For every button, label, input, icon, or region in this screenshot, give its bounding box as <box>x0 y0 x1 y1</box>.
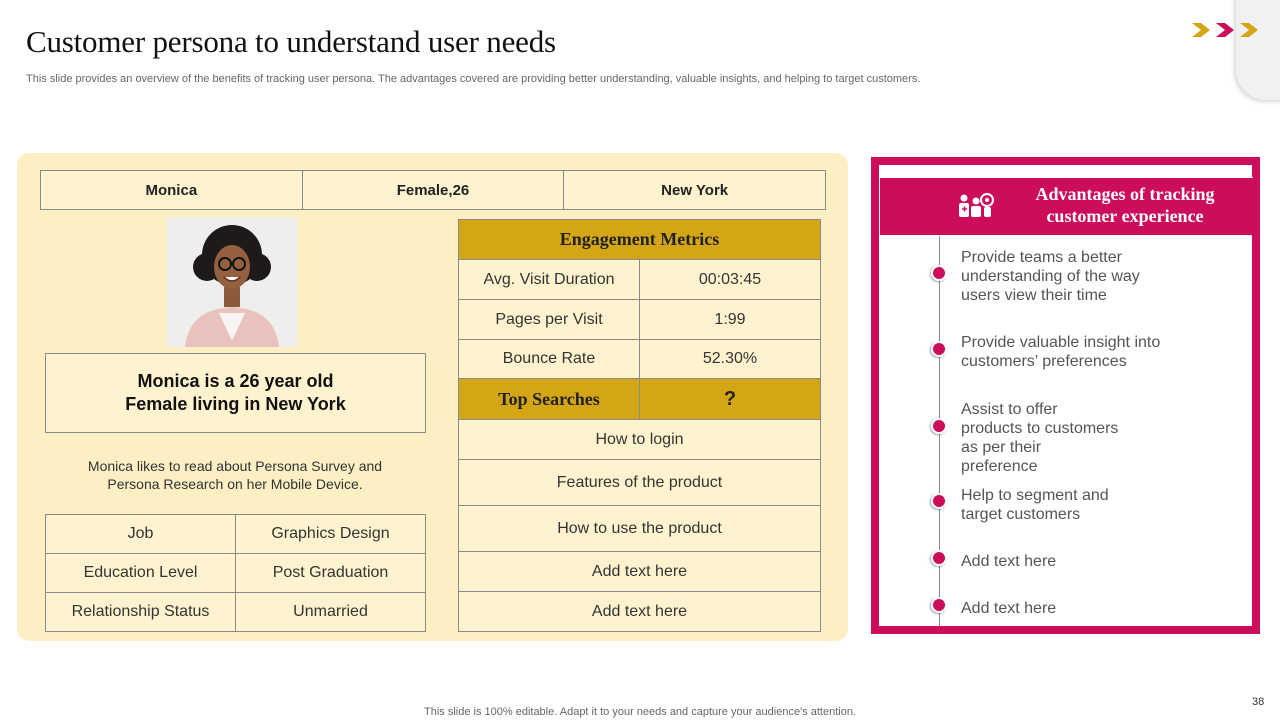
timeline-dot <box>931 493 947 509</box>
persona-name: Monica <box>41 171 303 210</box>
slide-subtitle: This slide provides an overview of the benefits of tracking user persona. The advantages covered are providing better understanding, valuable insights, and helping to target customers. <box>26 73 921 85</box>
detail-label: Education Level <box>46 554 236 593</box>
metric-label: Avg. Visit Duration <box>459 260 640 300</box>
detail-value: Unmarried <box>236 593 426 632</box>
chevrons-icon <box>1192 20 1264 40</box>
footer-note: This slide is 100% editable. Adapt it to your needs and capture your audience's attention. <box>424 706 856 718</box>
header-divider <box>880 177 1253 178</box>
table-row <box>46 593 426 632</box>
table-row <box>459 340 821 379</box>
table-row <box>459 420 821 460</box>
timeline-dot <box>931 418 947 434</box>
detail-value: Graphics Design <box>236 515 426 554</box>
advantage-item: Add text here <box>961 553 1057 570</box>
timeline-dot <box>931 341 947 357</box>
persona-details-table <box>45 514 426 632</box>
table-row <box>459 300 821 340</box>
engagement-header: Engagement Metrics <box>459 220 821 260</box>
persona-gender-age: Female,26 <box>302 171 564 210</box>
search-item: Features of the product <box>459 460 821 506</box>
search-item: How to use the product <box>459 506 821 552</box>
advantages-title: Advantages of tracking customer experience <box>1035 184 1215 226</box>
persona-summary: Monica is a 26 year old Female living in New York <box>125 371 346 414</box>
table-row <box>459 552 821 592</box>
advantage-item: Add text here <box>961 600 1057 617</box>
top-searches-header: Top Searches <box>459 379 640 420</box>
slide-title: Customer persona to understand user needs <box>26 24 556 59</box>
page-number: 38 <box>1252 696 1265 708</box>
metric-value: 52.30% <box>640 340 821 379</box>
search-item: How to login <box>459 420 821 460</box>
timeline-dot <box>931 597 947 613</box>
advantages-header <box>880 177 1253 235</box>
metric-label: Bounce Rate <box>459 340 640 379</box>
persona-description: Monica likes to read about Persona Survey and Persona Research on her Mobile Device. <box>87 458 383 492</box>
advantage-item: Provide valuable insight into customers’ preferences <box>961 334 1161 370</box>
table-row <box>459 460 821 506</box>
persona-info-table <box>40 170 826 210</box>
table-row <box>459 379 821 420</box>
engagement-metrics-table <box>458 219 821 632</box>
metric-value: 1:99 <box>640 300 821 340</box>
table-row <box>46 554 426 593</box>
advantage-item: Assist to offer products to customers as per their preference <box>961 401 1119 475</box>
timeline-dot <box>931 265 947 281</box>
persona-portrait-icon <box>167 217 297 347</box>
search-item: Add text here <box>459 592 821 632</box>
advantage-item: Provide teams a better understanding of the way users view their time <box>961 249 1140 304</box>
table-row <box>459 506 821 552</box>
table-row <box>459 220 821 260</box>
search-item: Add text here <box>459 552 821 592</box>
advantage-item: Help to segment and target customers <box>961 487 1109 523</box>
detail-value: Post Graduation <box>236 554 426 593</box>
persona-location: New York <box>564 171 826 210</box>
metric-label: Pages per Visit <box>459 300 640 340</box>
detail-label: Job <box>46 515 236 554</box>
people-strategy-icon <box>957 192 995 220</box>
table-row <box>46 515 426 554</box>
metric-value: 00:03:45 <box>640 260 821 300</box>
table-row <box>459 260 821 300</box>
table-row <box>459 592 821 632</box>
persona-summary-box <box>45 353 426 433</box>
persona-photo <box>167 217 297 347</box>
corner-tab <box>1236 0 1280 100</box>
detail-label: Relationship Status <box>46 593 236 632</box>
top-searches-mark: ? <box>640 379 821 420</box>
timeline-dot <box>931 550 947 566</box>
